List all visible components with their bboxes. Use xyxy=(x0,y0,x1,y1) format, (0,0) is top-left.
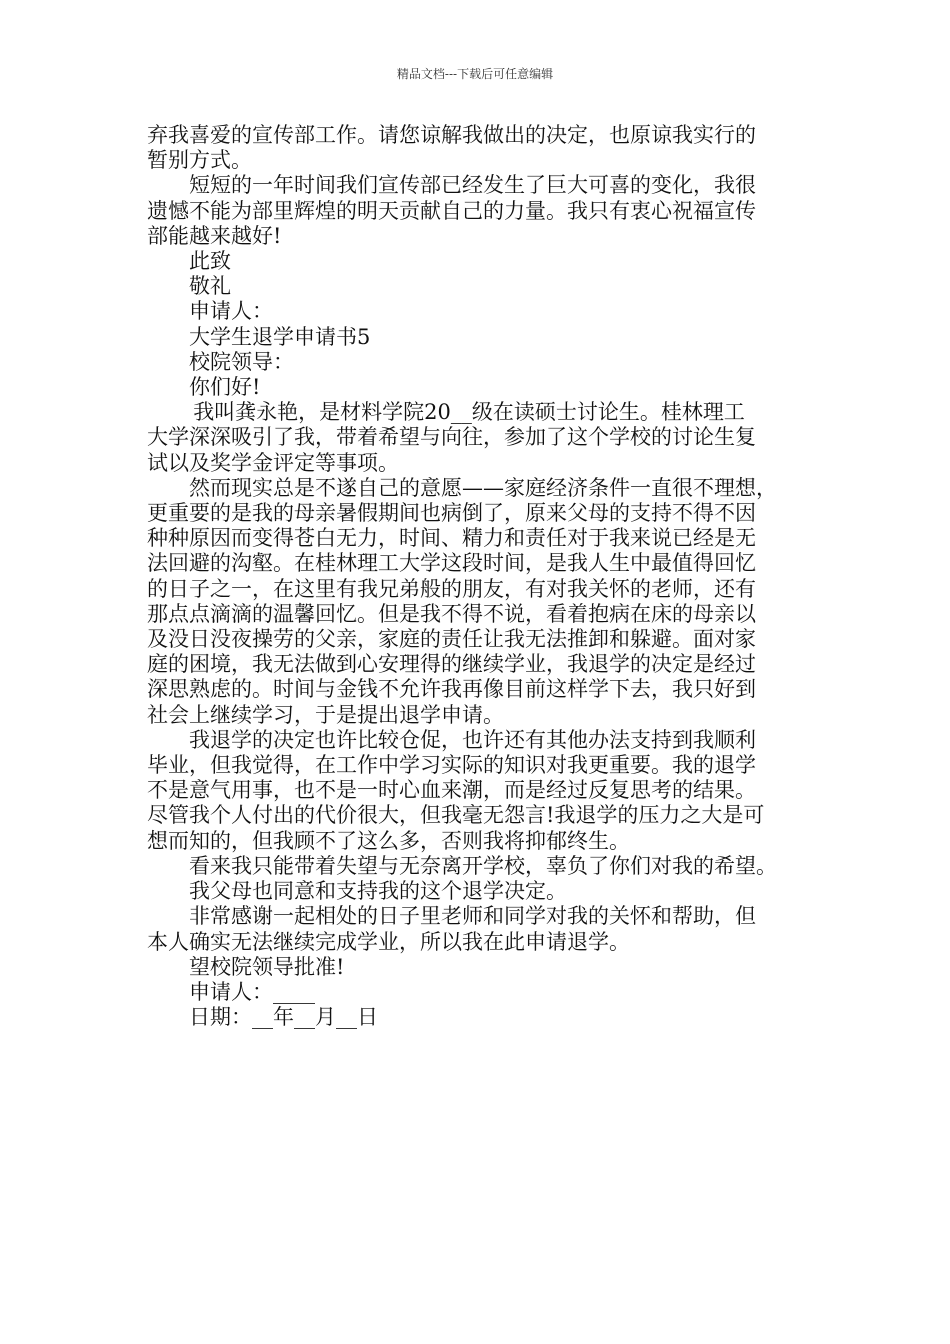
text-line: 短短的一年时间我们宣传部已经发生了巨大可喜的变化，我很 xyxy=(189,173,756,198)
text-line: 那点点滴滴的温馨回忆。但是我不得不说，看着抱病在床的母亲以 xyxy=(147,601,756,626)
text-line: 想而知的，但我顾不了这么多，否则我将抑郁终生。 xyxy=(147,828,630,853)
text-line: 不是意气用事，也不是一时心血来潮，而是经过反复思考的结果。 xyxy=(147,778,756,803)
text-line: 大学深深吸引了我，带着希望与向往，参加了这个学校的讨论生复 xyxy=(147,425,756,450)
document-body xyxy=(147,123,822,1030)
text-line: 的日子之一，在这里有我兄弟般的朋友，有对我关怀的老师，还有 xyxy=(147,576,756,601)
text-line: 我叫龚永艳，是材料学院20__级在读硕士讨论生。桂林理工 xyxy=(193,400,745,425)
paragraph-thanks xyxy=(147,904,822,954)
paragraph-leave: 看来我只能带着失望与无奈离开学校，辜负了你们对我的希望。 xyxy=(189,853,777,878)
text-line: 非常感谢一起相处的日子里老师和同学对我的关怀和帮助，但 xyxy=(189,904,756,929)
text-line: 然而现实总是不遂自己的意愿——家庭经济条件一直很不理想， xyxy=(189,475,777,500)
text-line: 遗憾不能为部里辉煌的明天贡献自己的力量。我只有衷心祝福宣传 xyxy=(147,198,756,223)
text-line: 我退学的决定也许比较仓促，也许还有其他办法支持到我顺利 xyxy=(189,727,756,752)
text-line: 种种原因而变得苍白无力，时间、精力和责任对于我来说已经是无 xyxy=(147,526,756,551)
applicant-signature: 申请人： xyxy=(189,299,273,324)
date-line: 日期：__年__月__日 xyxy=(189,1005,378,1030)
greeting: 你们好! xyxy=(189,375,261,400)
page-header: 精品文档---下载后可任意编辑 xyxy=(396,67,554,81)
paragraph-intro xyxy=(147,123,822,173)
text-line: 本人确实无法继续完成学业，所以我在此申请退学。 xyxy=(147,929,630,954)
text-line: 暂别方式。 xyxy=(147,148,252,173)
text-line: 更重要的是我的母亲暑假期间也病倒了，原来父母的支持不得不因 xyxy=(147,501,756,526)
text-line: 庭的困境，我无法做到心安理得的继续学业，我退学的决定是经过 xyxy=(147,652,756,677)
applicant-signature-line: 申请人：____ xyxy=(189,979,315,1004)
paragraph-change xyxy=(147,173,822,249)
closing-greeting: 此致 xyxy=(189,249,231,274)
paragraph-self-intro xyxy=(147,400,822,476)
text-line: 尽管我个人付出的代价很大，但我毫无怨言!我退学的压力之大是可 xyxy=(147,803,765,828)
text-line: 社会上继续学习，于是提出退学申请。 xyxy=(147,702,504,727)
text-line: 毕业，但我觉得，在工作中学习实际的知识对我更重要。我的退学 xyxy=(147,753,756,778)
text-line: 深思熟虑的。时间与金钱不允许我再像目前这样学下去，我只好到 xyxy=(147,677,756,702)
salutation: 校院领导： xyxy=(189,349,294,374)
paragraph-reality xyxy=(147,476,822,728)
paragraph-decision xyxy=(147,728,822,854)
text-line: 法回避的沟壑。在桂林理工大学这段时间，是我人生中最值得回忆 xyxy=(147,551,756,576)
paragraph-parents: 我父母也同意和支持我的这个退学决定。 xyxy=(189,879,567,904)
section-title: 大学生退学申请书5 xyxy=(189,324,371,349)
text-line: 弃我喜爱的宣传部工作。请您谅解我做出的决定，也原谅我实行的 xyxy=(147,123,756,147)
text-line: 试以及奖学金评定等事项。 xyxy=(147,450,399,475)
paragraph-request: 望校院领导批准! xyxy=(189,954,345,979)
text-line: 及没日没夜操劳的父亲，家庭的责任让我无法推卸和躲避。面对家 xyxy=(147,627,756,652)
text-line: 部能越来越好! xyxy=(147,223,282,248)
closing-salute: 敬礼 xyxy=(189,274,231,299)
